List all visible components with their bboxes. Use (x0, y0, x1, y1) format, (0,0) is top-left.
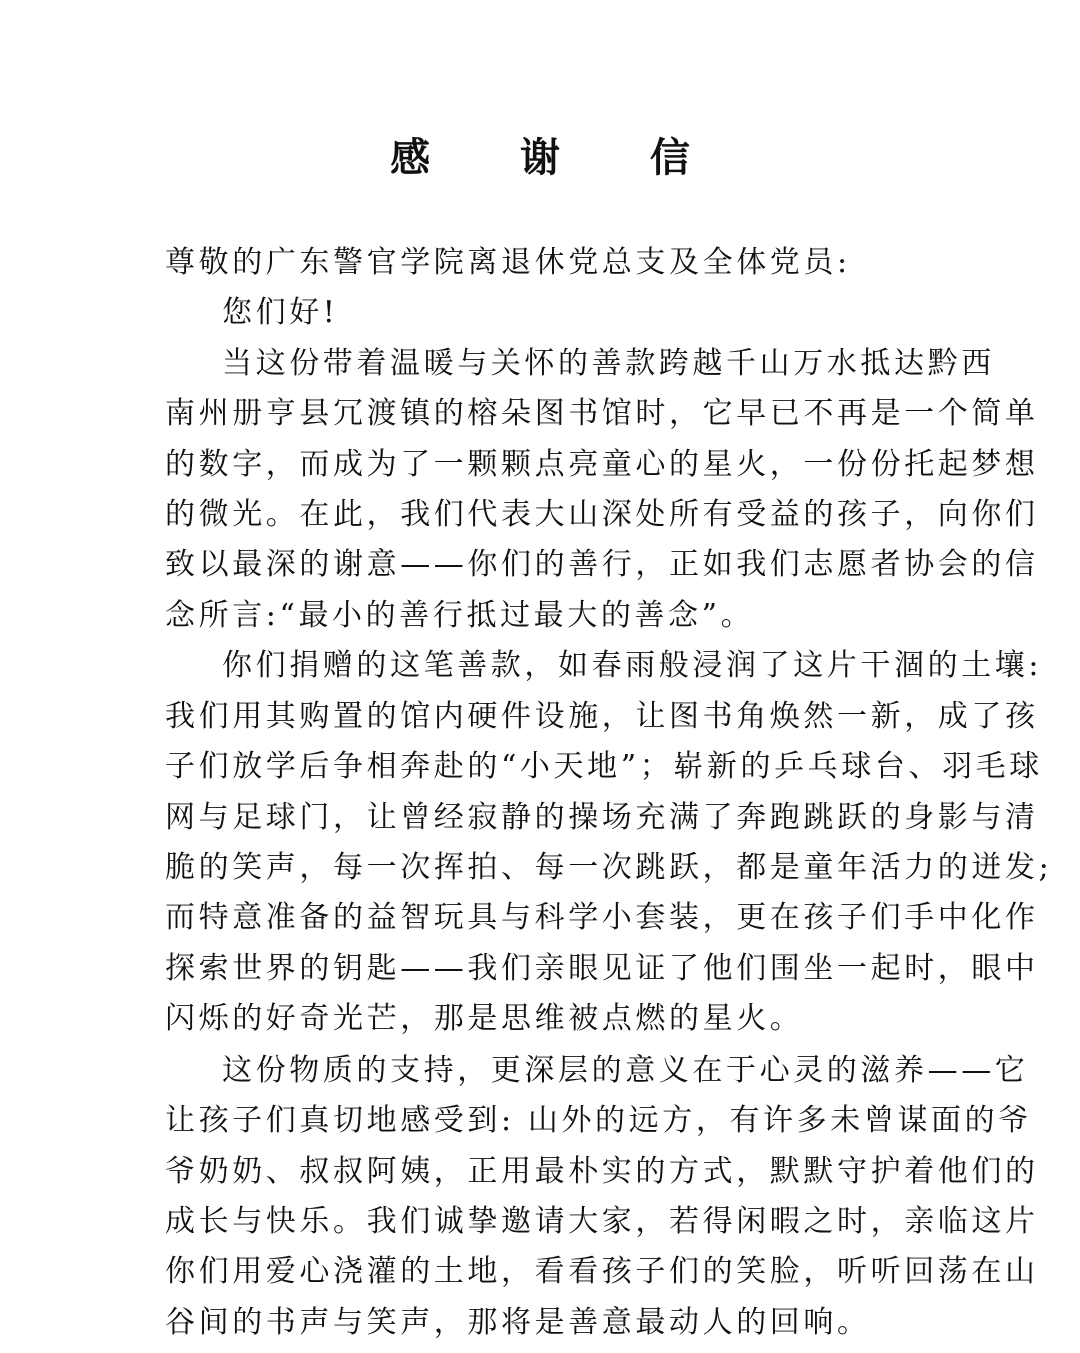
paragraph-1-line-5: 致以最深的谢意——你们的善行，正如我们志愿者协会的信 (165, 547, 1039, 582)
paragraph-2-line-5: 脆的笑声，每一次挥拍、每一次跳跃，都是童年活力的迸发; (165, 850, 1053, 885)
paragraph-1-line-2: 南州册亨县冗渡镇的榕朵图书馆时，它早已不再是一个简单 (165, 396, 1039, 431)
paragraph-3-line-6: 谷间的书声与笑声，那将是善意最动人的回响。 (165, 1305, 871, 1340)
paragraph-2-line-1: 你们捐赠的这笔善款，如春雨般浸润了这片干涸的土壤: (222, 648, 1043, 683)
paragraph-1-line-6: 念所言:“最小的善行抵过最大的善念”。 (165, 598, 755, 633)
paragraph-1-line-1: 当这份带着温暖与关怀的善款跨越千山万水抵达黔西 (222, 346, 995, 381)
paragraph-3-line-2: 让孩子们真切地感受到: 山外的远方，有许多未曾谋面的爷 (165, 1103, 1032, 1138)
letter-title: 感 谢 信 (390, 134, 728, 181)
paragraph-2-line-7: 探索世界的钥匙——我们亲眼见证了他们围坐一起时，眼中 (165, 951, 1039, 986)
paragraph-2-line-2: 我们用其购置的馆内硬件设施，让图书角焕然一新，成了孩 (165, 699, 1039, 734)
paragraph-2-line-8: 闪烁的好奇光芒，那是思维被点燃的星火。 (165, 1001, 804, 1036)
paragraph-3-line-5: 你们用爱心浇灌的土地，看看孩子们的笑脸，听听回荡在山 (165, 1254, 1039, 1289)
greeting: 您们好! (222, 295, 339, 330)
paragraph-3-line-1: 这份物质的支持，更深层的意义在于心灵的滋养——它 (222, 1053, 1029, 1088)
paragraph-2-line-4: 网与足球门，让曾经寂静的操场充满了奔跑跳跃的身影与清 (165, 800, 1039, 835)
paragraph-2-line-6: 而特意准备的益智玩具与科学小套装，更在孩子们手中化作 (165, 900, 1039, 935)
paragraph-2-line-3: 子们放学后争相奔赴的“小天地”；崭新的乒乓球台、羽毛球 (165, 749, 1043, 784)
salutation: 尊敬的广东警官学院离退休党总支及全体党员: (165, 245, 851, 280)
paragraph-1-line-3: 的数字，而成为了一颗颗点亮童心的星火，一份份托起梦想 (165, 447, 1039, 482)
paragraph-1-line-4: 的微光。在此，我们代表大山深处所有受益的孩子，向你们 (165, 497, 1039, 532)
paragraph-3-line-3: 爷奶奶、叔叔阿姨，正用最朴实的方式，默默守护着他们的 (165, 1154, 1039, 1189)
paragraph-3-line-4: 成长与快乐。我们诚挚邀请大家，若得闲暇之时，亲临这片 (165, 1204, 1039, 1239)
